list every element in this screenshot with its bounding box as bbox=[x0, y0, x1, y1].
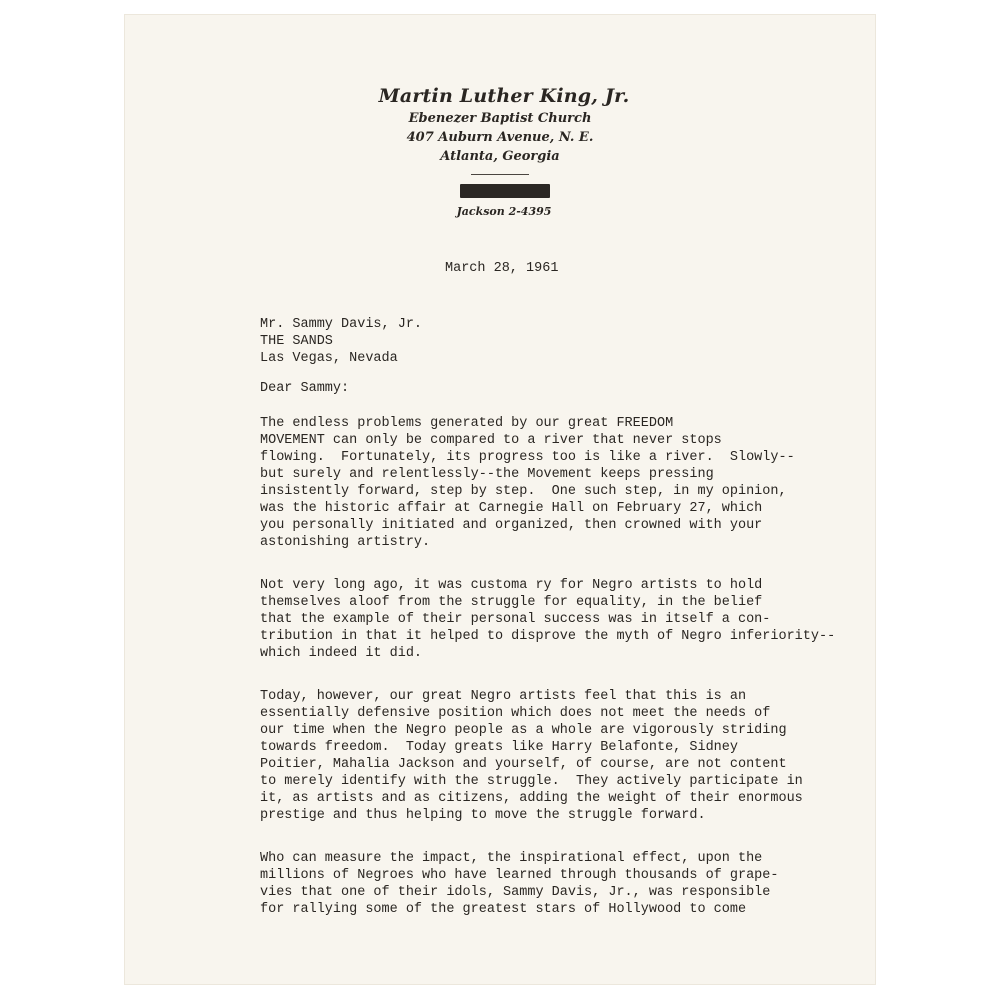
body-line: towards freedom. Today greats like Harry Belafonte, Sidney bbox=[260, 740, 738, 755]
letterhead-divider bbox=[471, 174, 529, 175]
letterhead-name: Martin Luther King, Jr. bbox=[378, 85, 630, 107]
letterhead bbox=[125, 85, 875, 218]
letterhead-city: Atlanta, Georgia bbox=[440, 149, 560, 164]
recipient-name: Mr. Sammy Davis, Jr. bbox=[260, 317, 423, 332]
body-line: but surely and relentlessly--the Movement keeps pressing bbox=[260, 467, 714, 482]
body-line: tribution in that it helped to disprove the myth of Negro inferiority-- bbox=[260, 629, 836, 644]
letter-date: March 28, 1961 bbox=[445, 261, 559, 276]
redacted-phone-block bbox=[460, 184, 550, 198]
body-line: MOVEMENT can only be compared to a river that never stops bbox=[260, 433, 722, 448]
paragraph bbox=[260, 850, 860, 918]
body-line: our time when the Negro people as a whole are vigorously striding bbox=[260, 723, 787, 738]
body-line: The endless problems generated by our great FREEDOM bbox=[260, 416, 674, 431]
body-line: insistently forward, step by step. One such step, in my opinion, bbox=[260, 484, 787, 499]
letterhead-phone: Jackson 2-4395 bbox=[456, 205, 552, 218]
body-line: which indeed it did. bbox=[260, 646, 423, 661]
body-line: was the historic affair at Carnegie Hall on February 27, which bbox=[260, 501, 763, 516]
letter-body bbox=[260, 415, 860, 944]
salutation: Dear Sammy: bbox=[260, 381, 350, 396]
recipient-city: Las Vegas, Nevada bbox=[260, 351, 398, 366]
body-line: essentially defensive position which does not meet the needs of bbox=[260, 706, 771, 721]
recipient-venue: THE SANDS bbox=[260, 334, 333, 349]
paragraph bbox=[260, 688, 860, 824]
recipient-address bbox=[260, 316, 422, 367]
paragraph bbox=[260, 577, 860, 662]
body-line: Today, however, our great Negro artists feel that this is an bbox=[260, 689, 747, 704]
body-line: you personally initiated and organized, then crowned with your bbox=[260, 518, 763, 533]
body-line: to merely identify with the struggle. They actively participate in bbox=[260, 774, 803, 789]
body-line: Who can measure the impact, the inspirational effect, upon the bbox=[260, 851, 763, 866]
letterhead-church: Ebenezer Baptist Church bbox=[408, 111, 592, 126]
body-line: vies that one of their idols, Sammy Davis, Jr., was responsible bbox=[260, 885, 771, 900]
body-line: flowing. Fortunately, its progress too is like a river. Slowly-- bbox=[260, 450, 795, 465]
letterhead-street: 407 Auburn Avenue, N. E. bbox=[406, 130, 594, 145]
body-line: millions of Negroes who have learned through thousands of grape- bbox=[260, 868, 779, 883]
body-line: Not very long ago, it was customa ry for Negro artists to hold bbox=[260, 578, 763, 593]
body-line: for rallying some of the greatest stars of Hollywood to come bbox=[260, 902, 747, 917]
body-line: it, as artists and as citizens, adding the weight of their enormous bbox=[260, 791, 803, 806]
letter-page bbox=[125, 15, 875, 984]
paragraph bbox=[260, 415, 860, 551]
body-line: astonishing artistry. bbox=[260, 535, 431, 550]
body-line: Poitier, Mahalia Jackson and yourself, of course, are not content bbox=[260, 757, 787, 772]
body-line: themselves aloof from the struggle for equality, in the belief bbox=[260, 595, 763, 610]
body-line: prestige and thus helping to move the struggle forward. bbox=[260, 808, 706, 823]
body-line: that the example of their personal success was in itself a con- bbox=[260, 612, 771, 627]
